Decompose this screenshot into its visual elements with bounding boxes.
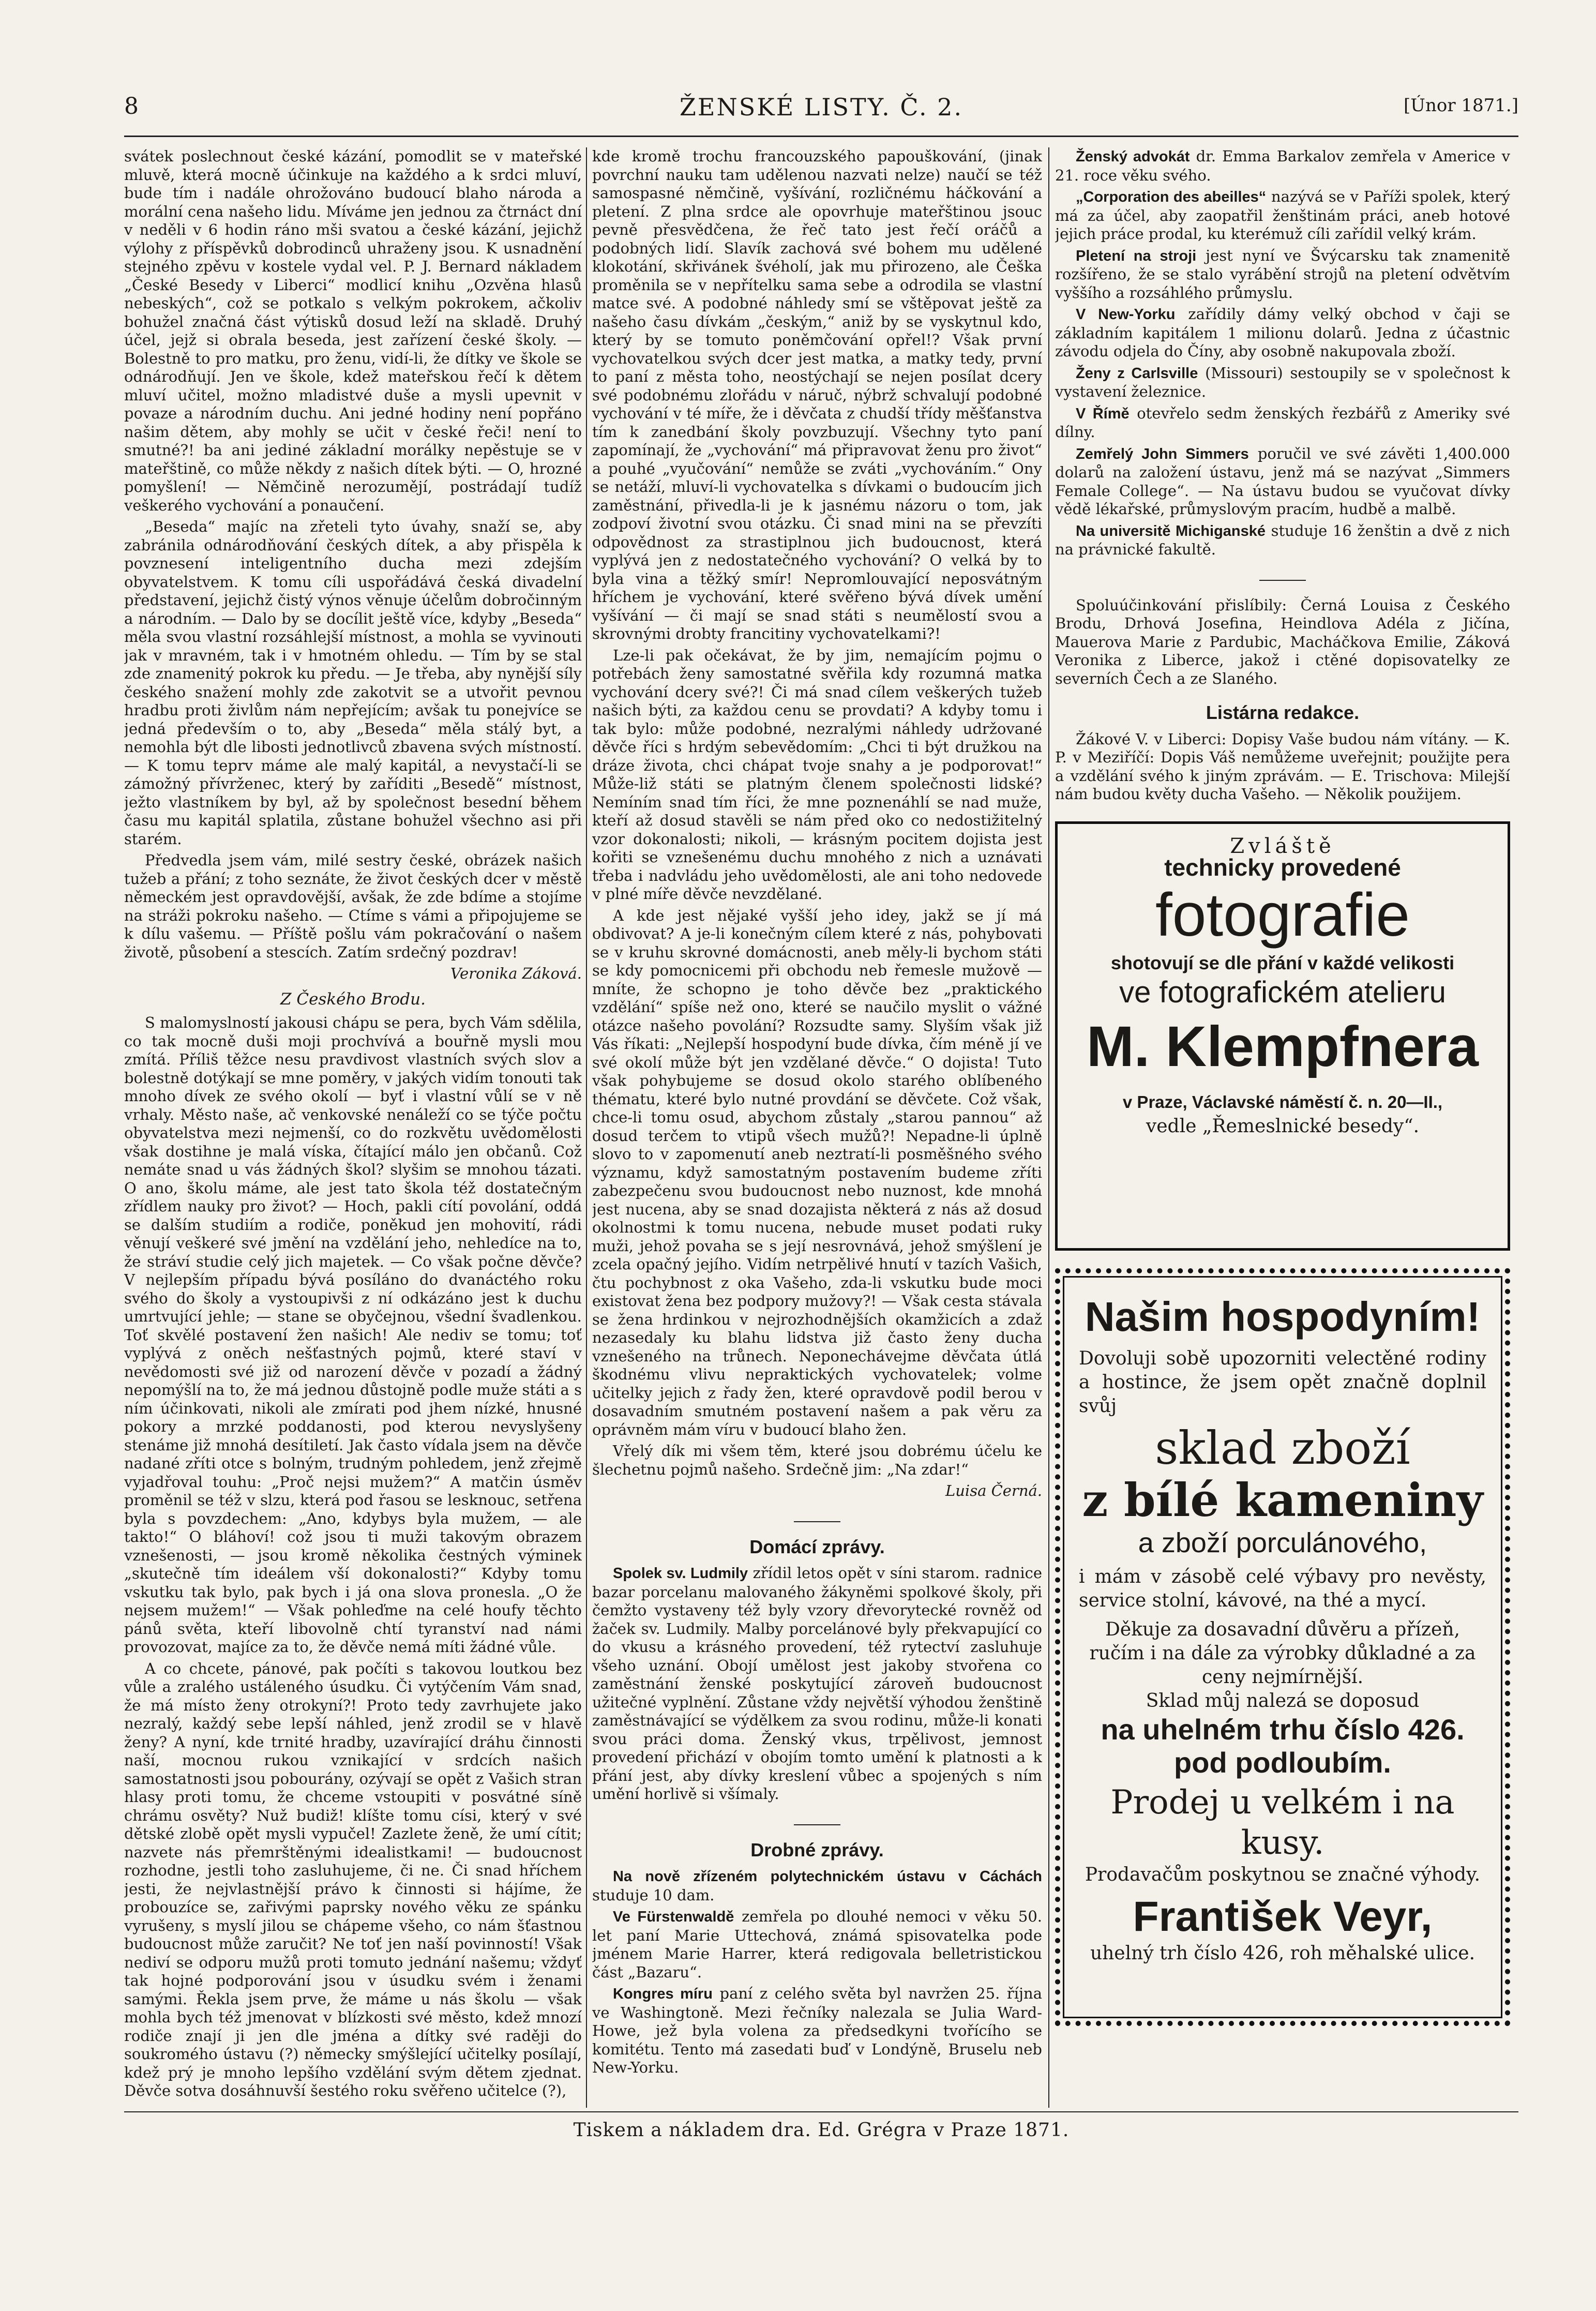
news-lead: Spolek sv. Ludmily [613,1565,748,1582]
ad-line: sklad zboží [1155,1421,1410,1475]
issue-date: [Únor 1871.] [1404,95,1518,116]
article-paragraph: Lze-li pak očekávat, že by jim, nemajícím pojmu o potřebách ženy samostatné svěřila kdy rozumná matka vychování dcery své?! Či má snad cílem veškerých tužeb našich býti, za každou cenu se provdati? A kdyby tomu i tak bylo: může podobné, nezralými náhledy udržované děvče říci s hrdým sebevědomím: „Chci ti být družkou na dráze života, chci chápat tvoje snahy a je podporovat!“ Může-liž státi se platným členem společnosti lidské? Nemíním snad tím říci, že mne poznenáhlí se nad muže, kteří až dosud stavěli se nám před oko co nedostižitelný vzor dokonalosti; nikoli, — krásným pocitem dojista jest kořiti se vznešenému duchu mnohého z nich a uznávati třeba i nadvládu jeho uvědomělosti, ale ani toho nedovede v plné míře děvče nevzdělané. [592,646,1042,903]
column-2 [592,147,1042,2108]
news-item [1055,147,1510,185]
ad-line: Prodej u velkém i na kusy. [1110,1783,1455,1862]
news-item [592,1564,1042,1804]
news-text: zřídil letos opět v síni starom. radnice bazar porcelanu malovaného žákyněmi spolkové školy, při čemžto vystaveny též byly vzory dřevorytecké rovněž od žaček sv. Ludmily. Malby porcelánové byly překvapující co do vkusu a krásného provedení, též rytectví zasluhuje všeho uznání. Obojí umělost jest jakoby stvořena co zaměstnání ženské poskytující zároveň budoucnost užitečné vyplnění. Zůstane vždy největší výhodou ženštině zaměstnávající se výdělkem za svou rodinu, může-li konati svou práci doma. Ženský vkus, trpělivost, jemnost provedení přichází v obojím tomto umění k platnosti a k přání jest, aby dívky kreslení vůbec a spojených s ním umění horlivě si všímaly. [592,1564,1042,1803]
news-item [592,1908,1042,1982]
ceramics-advertisement [1055,1268,1510,2026]
section-heading: Domácí zprávy. [749,1536,885,1557]
divider [794,1521,840,1522]
column-3 [1055,147,1510,2108]
article-paragraph: S malomyslností jakousi chápu se pera, bych Vám sdělila, co tak mocně duši moji prochvívá a bouřně mysli mou zmítá. Příliš těžce nesu pravdivost vlastních svých slov a bolestně dotýkají se mne poměry, v jakých vidím tonouti tak mnoho dívek ze svého okolí — byť i vlastní vůlí se v ně vrhaly. Město naše, ač venkovské nenáleží co se týče počtu obyvatelstva mezi nejmenší, co do rozkvětu uvědomělosti však dostihne je malá víska, čítající málo jen občanů. Což nemáte snad u vás žádných škol? slyšim se mnohou tázati. O ano, školu máme, ale jest tato škola též dostatečným zřídlem nauky pro život? — Hoch, pakli cítí povolání, oddá se dalším studiím a rodiče, poněkud jen mohovití, rádi věnují veškeré své jmění na vzdělání jeho, nehledíce na to, že stráví studie celý jich majetek. — Co však počne děvče? V nejlepším případu bývá posíláno do dvanáctého roku svého do školy a vystoupivši z ní odkázáno jest k duchu umrtvující jehle; — stane se obyčejnou, všední švadlenkou. Toť skvělé postavení žen našich! Ale nediv se tomu; toť vyplývá z oněch nešťastných pojmů, které staví v nevědomosti své již od narození děvče v pozadí a žádný nepomýšlí na to, že má jednou důstojně podle muže státi a s ním účinkovati, nikoli ale zmírati pod jhem nízké, hnusné pokory a mrzké poddanosti, pod kterou nevyslyšeny stenáme již mnohá desítiletí. Jak často vídala jsem na děvče nadané zříti otce s bolným, trudným pohledem, jenž zřejmě vyjadřoval touhu: „Proč nejsi mužem?“ A matčin úsměv proměnil se též v slzu, která pod řasou se lesknouc, setřena byla s povzdechem: „Ano, kdybys byla mužem, — ale takto!“ O bláhoví! což jsou ti muži takovým obrazem vznešenosti, — jsou kromě několika čestných výminek „skutečně tím ideálem vší dokonalosti?“ Kdyby tomu vskutku tak bylo, pak bych i já ona slova pronesla. „O že nejsem mužem!“ — Však pohleďme na celé houfy těchto pánů světa, kteří libovolně chtí tyranství nad námi provozovat, majíce za to, že děvče nemá míti žádné vůle. [124,1014,582,1656]
news-item [1055,188,1510,244]
news-lead: Na universitě Michiganské [1076,522,1266,539]
news-lead: Ženy z Carlsville [1076,365,1198,382]
news-lead: Na nově zřízeném polytechnickém ústavu v Cáchách [613,1868,1042,1885]
article-paragraph: kde kromě trochu francouzského papouškování, (jinak povrchní nauku tam udělenou nazvati nelze) naučí se též samospasné němčině, vyšívání, rozličnému háčkování a pletení. Z plna srdce ale opovrhuje mateřštinou jsouc pevně přesvědčena, že řeč tato jest řečí oráčů a podobných lidí. Slavík zachová své bohem mu udělené klokotání, skřivánek švéholí, jak mu přirozeno, ale Češka proměnila se v nepřítelku sama sebe a odrodila se vlastní matce své. A podobné náhledy smí se vštěpovat ještě za našeho času dívkám „českým,“ aniž by se vyskytnul kdo, který by se tomuto poněmčování opřel!? Však první vychovatelkou svých dcer jest matka, a matky tedy, první to paní z města toho, neostýchají se nejen posílat dcery své podobnému zlořádu v náruč, nýbrž schvalují podobné vychování v té míře, že i děvčata z chudší třídy měšťanstva tím k zanedbání školy povzbuzují. Všechny tyto paní zapomínají, že „vychování“ má připravovat ženu pro život“ a pouhé „vyučování“ nemůže se zváti „vychováním.“ Ony se netáží, mluví-li vychovatelka s dívkami o budoucím jich zaměstnání, přivedla-li je k jasnému názoru o tom, jak zodpoví životní svou otázku. Či snad mini na se převzíti odpovědnost za strastiplnou jich budoucnost, která vyplývá jen z nedostatečného vychování? O velká by to byla vina a těžký smír! Nepromlouvající neposvátným hříchem je vychování, které svěřeno bývá dívek umění vyšívání — či mají se snad státi s neumělostí svou a skrovnými drobty francitiny vychovatelkami?! [592,147,1042,642]
masthead-title: ŽENSKÉ LISTY. Č. 2. [679,93,963,121]
article-paragraph: svátek poslechnout české kázání, pomodlit se v mateřské mluvě, která mocně účinkuje na každého a k srdci mluví, bude tím i nadále ohrožováno budoucí blaho národa a morální cena našeho lidu. Míváme jen jednou za čtrnáct dní v neděli v 6 hodin ráno mši svatou a české kázání, jejichž výlohy z příspěvků dobrodinců uhraženy jsou. K usnadnění stejného zpěvu v kostele vydal vel. P. J. Bernard nákladem „České Besedy v Liberci“ modlicí knihu „Ozvěna hlasů nebeských“, což se potkalo s velkým pokrokem, ačkoliv bohužel značná část výtisků dosud leží na skladě. Druhý účel, jejž si obrala beseda, jest zařízení české školy. — Bolestně to pro matku, pro ženu, vidí-li, že dítky ve škole se odnárodňují. Jen ve škole, kdež mateřskou řečí k dětem mluví učitel, možno mladistvé duše a mysli upevnit v povaze a národním duchu. Ani jedné hodiny není popřáno našim dětem, aby mohly se učit v české řeči! není to smutné?! ba ani jediné základní morálky nepěstuje se v mateřštině, co může někdy z našich dítek býti. — O, hrozné pomyšlení! — Němčině nerozumějí, postrádají tudíž veškerého vychování a ponaučení. [124,147,582,514]
ad-text: i mám v zásobě celé výbavy pro nevěsty, service stolní, kávové, na thé a mycí. [1079,1566,1486,1611]
news-text: dr. Emma Barkalov zemřela v Americe v 21. roce věku svého. [1055,147,1510,184]
ad-line: z bílé kameniny [1082,1473,1483,1527]
article-subheading: Z Českého Brodu. [280,989,426,1009]
article-paragraph: „Beseda“ majíc na zřeteli tyto úvahy, snaží se, aby zabránila odnárodňování českých dítek, a aby přispěla k povznesení inteligentního ducha mezi zdejším obyvatelstvem. K tomu cíli uspořádává česká divadelní představení, jejichž čistý výnos věnuje účelům dobročinným a národním. — Dalo by se docílit ještě více, kdyby „Beseda“ měla svou vlastní rozsáhlejší místnost, a mohla se vyvinouti jak v mravném, tak i v hmotném ohledu. — Tím by se stal zde znamenitý pokrok ku předu. — Je třeba, aby nynější síly českého snažení mohly zde zakotvit se a utvořit pevnou hradbu proti živlům nám nepřejícím; avšak tu ponejvíce se jedná především o to, aby „Beseda“ měla stálý byt, a nemohla být dle libosti jednotlivců zbavena svých místností. — K tomu teprv máme ale malý kapitál, a nevystačí-li se zámožný přívrženec, který by zaříditi „Besedě“ místnost, ježto vlastníkem by byl, až by společnost besední během času mu kapitál splatila, zůstane bohužel všechno asi při starém. [124,518,582,848]
ad-text: Dovoluji sobě upozorniti velectěné rodiny a hostince, že jsem opět značně doplnil svůj [1079,1347,1486,1417]
footer-rule [124,2111,1518,2112]
contributors-note: Spoluúčinkování přislíbily: Černá Louisa z Českého Brodu, Drhová Josefina, Heindlova Adéla z Jičína, Mauerova Marie z Pardubic, Macháčkova Emilie, Záková Veronika z Liberce, jakož i ctěné dopisovatelky ze severních Čech a ze Slaného. [1055,596,1510,687]
article-paragraph: Vřelý dík mi všem těm, které jsou dobrému účelu ke šlechetnu pojmů našeho. Srdečně jim: „Na zdar!“ [592,1442,1042,1478]
ad-line: a zboží porculánového, [1138,1527,1427,1558]
news-item [1055,522,1510,559]
ad-text: Děkuje za dosavadní důvěru a přízeň, ručím i na dále za výrobky důkladné a za ceny nejmírnější. [1089,1618,1476,1688]
ad-text: Prodavačům poskytnou se značné výhody. [1085,1864,1481,1885]
header-rule [124,136,1518,137]
news-item [1055,247,1510,303]
news-item [1055,364,1510,401]
printer-imprint: Tiskem a nákladem dra. Ed. Grégra v Praze 1871. [573,2120,1070,2141]
ad-line: ve fotografickém atelieru [1119,976,1446,1009]
news-text: otevřelo sedm ženských řezbářů z Ameriky své dílny. [1055,404,1510,441]
signature: Veronika Záková. [450,965,582,982]
news-lead: Kongres míru [613,1986,713,2002]
ad-headline: Našim hospodyním! [1085,1293,1481,1340]
news-lead: V Římě [1076,405,1130,422]
ad-line: fotografie [1155,880,1410,949]
news-lead: Ve Fürstenwaldě [613,1909,734,1925]
news-lead: Zemřelý John Simmers [1076,445,1249,462]
ad-text: Sklad můj nalezá se doposud [1146,1690,1420,1712]
column-1 [124,147,582,2108]
column-rule-2 [1048,147,1049,2108]
news-lead: V New-Yorku [1076,306,1176,323]
ad-text: uhelný trh číslo 426, roh měhalské ulice. [1090,1942,1475,1964]
ad-line: Zvláště [1230,834,1335,858]
ad-studio-name: M. Klempfnera [1087,1014,1479,1078]
ad-address: na uhelném trhu číslo 426. [1101,1713,1465,1746]
editorial-letters: Žákové V. v Liberci: Dopisy Vaše budou nám vítány. — K. P. v Meziříčí: Dopis Váš nemůžeme uveřejnit; použijte pera a vzdělání svého k jiným zprávám. — E. Trischova: Milejší nám budou květy ducha Vašeho. — Několik použijem. [1055,730,1510,803]
news-item [1055,305,1510,361]
news-lead: Ženský advokát [1076,148,1190,165]
news-item [1055,404,1510,442]
news-item [592,1985,1042,2077]
ad-line: technicky provedené [1164,854,1401,881]
news-text: studuje 10 dam. [592,1886,715,1904]
news-text: zemřela po dlouhé nemoci v věku 50. let paní Marie Uttechová, známá spisovatelka pode jménem Marie Harrer, která redigovala belletristickou část „Bazaru“. [592,1908,1042,1981]
news-item [1055,445,1510,519]
ad-line: shotovují se dle přání v každé velikosti [1110,952,1455,973]
news-item [592,1867,1042,1904]
news-lead: „Corporation des abeilles“ [1076,189,1267,205]
photography-advertisement [1055,821,1510,1251]
signature: Luisa Černá. [945,1482,1042,1499]
article-paragraph: Předvedla jsem vám, milé sestry české, obrázek našich tužeb a přání; z toho seznáte, že život českých dcer v městě německém jest opravdovější, avšak, že zde bdíme a stojíme na stráži pokroku našeho. — Ctíme s vámi a připojujeme se k dílu vašemu. — Příště pošlu vám pokračování o našem životě, působení a stescích. Zatím srdečný pozdrav! [124,851,582,961]
ad-merchant-name: František Veyr, [1133,1893,1433,1940]
news-text: poručil ve své závěti 1,400.000 dolarů na založení ústavu, jenž má se nazývat „Simmers Female College“. — Na ústavu budou se vyučovat dívky vědě lékařské, průmyslovým pracím, hudbě a malbě. [1055,444,1510,518]
news-text: (Missouri) sestoupily se v společnost k vystavení železnice. [1055,364,1510,400]
news-lead: Pletení na stroji [1076,247,1197,264]
section-heading: Drobné zprávy. [750,1839,884,1860]
ad-line: vedle „Řemeslnické besedy“. [1146,1116,1420,1137]
divider [794,1824,840,1825]
news-text: jest nyní ve Švýcarsku tak znamenitě rozšířeno, že se stalo vyrábění strojů na pletení odvětvím vyššího a rozsáhlého průmyslu. [1055,246,1510,302]
page-header [124,93,1518,129]
news-text: zařídily dámy velký obchod v čaji se základním kapitálem 1 milionu dolarů. Jedna z účastnic závodu odjela do Číny, aby osobně nakupovala zboží. [1055,305,1510,360]
news-text: studuje 16 ženštin a dvě z nich na právnické fakultě. [1055,521,1510,558]
news-text: paní z celého světa byl navržen 25. října ve Washingtoně. Mezi řečníky nalezala se Julia Ward-Howe, jež byla volena za předsedkyni tvořícího se komitétu. Tento má zasedati buď v Londýně, Bruselu neb New-Yorku. [592,1985,1042,2076]
ad-address: v Praze, Václavské náměstí č. n. 20—II., [1122,1092,1443,1112]
article-paragraph: A kde jest nějaké vyšší jeho idey, jakž se jí má obdivovat? A je-li konečným cílem které z nás, pohybovati se v kruhu skrovné domácnosti, aneb měly-li bychom státi se kdy pomocnicemi při obchodu neb řemesle mužově — mníte, že schopno je toho děvče bez „praktického vzdělání“ spíše než ono, které se naučilo myslit o vážné otázce našeho povolání? Rozsudte samy. Slyším však již Vás říkati: „Nejlepší hospodyní bude dívka, čím méně jí ve své okolí může být jen vzdělané děvče.“ O dojista! Tuto však pohybujeme se dosud okolo starého oblíbeného thématu, které bylo nutné provdání se děvčete. Což však, chce-li tomu osud, abychom zůstaly „starou pannou“ až dosud terčem to vtipů všech mužů?! Nepadne-li úplně slovo to v zapomenutí aneb neztratí-li posměšného svého významu, když samostatným postavením budeme zříti zabezpečenu svou budoucnost nebo nuznost, kde mnohá jest nucena, aby se snad dozajista některá z nás až dosud okolnostmi k tomu nucena, nebude muset podati ruky muži, jehož povaha se s její nesrovnává, jehož smýšlení je zcela opačný jejího. Vidím netrpělivé hnutí v tazích Vašich, čtu pochybnost z oka Vašeho, zda-li vskutku bude moci existovat žena bez podpory mužovy?! — Však cesta stávala se žena hrdinkou v nejrozhodnějších okamžicích a zdaž nezasedaly ku blahu lidstva již často ženy ducha vznešeného na trůnech. Neponechávejme děvčata útlá škodnému vlivu nepraktických vychovatelek; volme učitelky jejich z řady žen, které opravdově podil berou v dosavadním smutném postavení našem a pak věru za oprávněm mám víru v budoucí blaho žen. [592,906,1042,1438]
ad-address: pod podloubím. [1174,1746,1391,1779]
divider [1259,580,1306,581]
page-number: 8 [124,93,139,119]
section-heading: Listárna redakce. [1206,702,1360,723]
column-rule-1 [586,147,587,2108]
article-paragraph: A co chcete, pánové, pak počíti s takovou loutkou bez vůle a zralého ustáleného úsudku. Či vytýčením Vám snad, že má místo ženy otrokyní?! Proto tedy zavrhujete jako nezralý, každý sebe lepší náhled, jenž zrodil se v hlavě ženy? A nyní, kde trnité hradby, uzavírající dráhu činnosti naší, mocnou rukou vznikající v srdcích našich samostatnosti jsou pobourány, ozývají se opět z Vašich stran hlasy proti tomu, že chceme vstoupiti v posvátné síně chrámu osvěty? Nuž budiž! klíšte tomu císi, který v své dětské zlobě opět mysli vypučel! Zazlete ženě, že umí cítit; nazvete nás přemrštěnými idealistkami! — budoucnost rozhodne, jestli toho zasluhujeme, či ne. Či snad hříchem jesti, že nejvlastnější právo k činnosti si hájíme, že probouzíce se, zařivými paprsky nového věku ze spánku vyrušeny, s myslí jilou se chápeme všeho, co nám šťastnou budoucnost může zaručit? Ne toť jen naší povinností! Však nediví se odporu mužů proti tomuto jednání našemu; vždyť tak hojné podporování jsou v úsudku svém i ženami samými. Řekla jsem prve, že máme u nás školu — však mohla bych též jmenovat v blízkosti své město, kdež mnozí rodiče znají ji jen dle jména a dítky své raději do soukromého ústavu (?) německy smýšlející učitelky posílají, kdež prý je mnoho lepšího vzdělání svým dětem zjednat. Děvče sotva dosáhnuvší šestého roku svěřeno učitelce (?), [124,1659,582,2099]
news-text: nazývá se v Paříži spolek, který má za účel, aby zaopatřil ženštinám práci, aneb hotové jejich práce prodal, ku kterémuž cíli zařídil velký krám. [1055,188,1510,243]
